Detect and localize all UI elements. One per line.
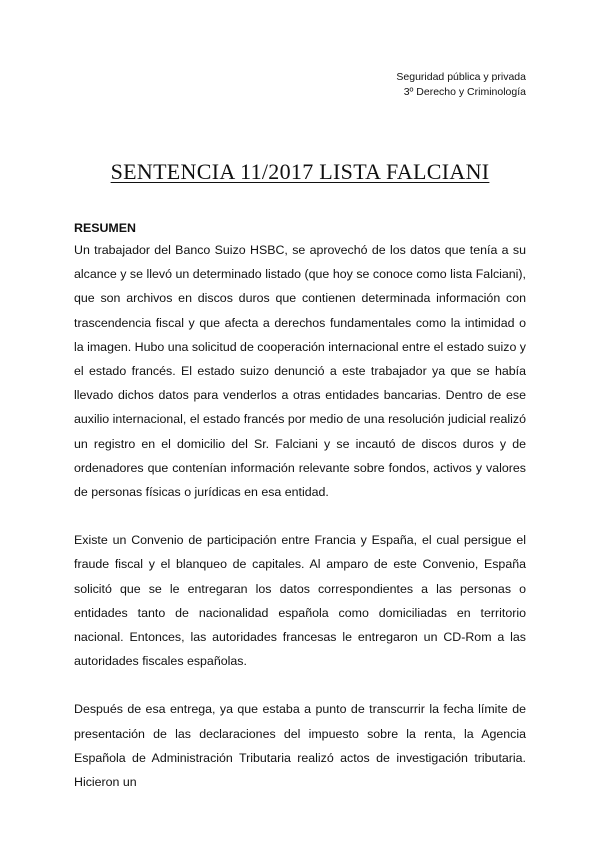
header-course-name: Seguridad pública y privada	[396, 71, 526, 83]
paragraph-1: Un trabajador del Banco Suizo HSBC, se aprovechó de los datos que tenía a su alcance y se llevó un determinado listado (que hoy se conoce como lista Falciani), que son archivos en discos duros que contienen determinada información con trascendencia fiscal y que afecta a derechos fundamentales como la intimidad o la imagen. Hubo una solicitud de cooperación internacional entre el estado suizo y el estado francés. El estado suizo denunció a este trabajador ya que se había llevado dichos datos para venderlos a otras entidades bancarias. Dentro de ese auxilio internacional, el estado francés por medio de una resolución judicial realizó un registro en el domicilio del Sr. Falciani y se incautó de discos duros y de ordenadores que contenían información relevante sobre fondos, activos y valores de personas físicas o jurídicas en esa entidad.	[74, 243, 526, 500]
paragraph-3: Después de esa entrega, ya que estaba a punto de transcurrir la fecha límite de presentación de las declaraciones del impuesto sobre la renta, la Agencia Española de Administración Tributaria realizó actos de investigación tributaria. Hicieron un	[74, 702, 526, 790]
document-body	[74, 220, 526, 794]
section-heading-resumen: RESUMEN	[74, 221, 136, 235]
paragraph-2: Existe un Convenio de participación entre Francia y España, el cual persigue el fraude fiscal y el blanqueo de capitales. Al amparo de este Convenio, España solicitó que se le entregaran los datos correspondientes a las personas o entidades tanto de nacionalidad española como domiciliadas en territorio nacional. Entonces, las autoridades francesas le entregaron un CD-Rom a las autoridades fiscales españolas.	[74, 533, 526, 669]
page-header	[396, 70, 526, 100]
document-title: SENTENCIA 11/2017 LISTA FALCIANI	[110, 159, 490, 184]
header-degree: 3º Derecho y Criminología	[403, 86, 526, 98]
